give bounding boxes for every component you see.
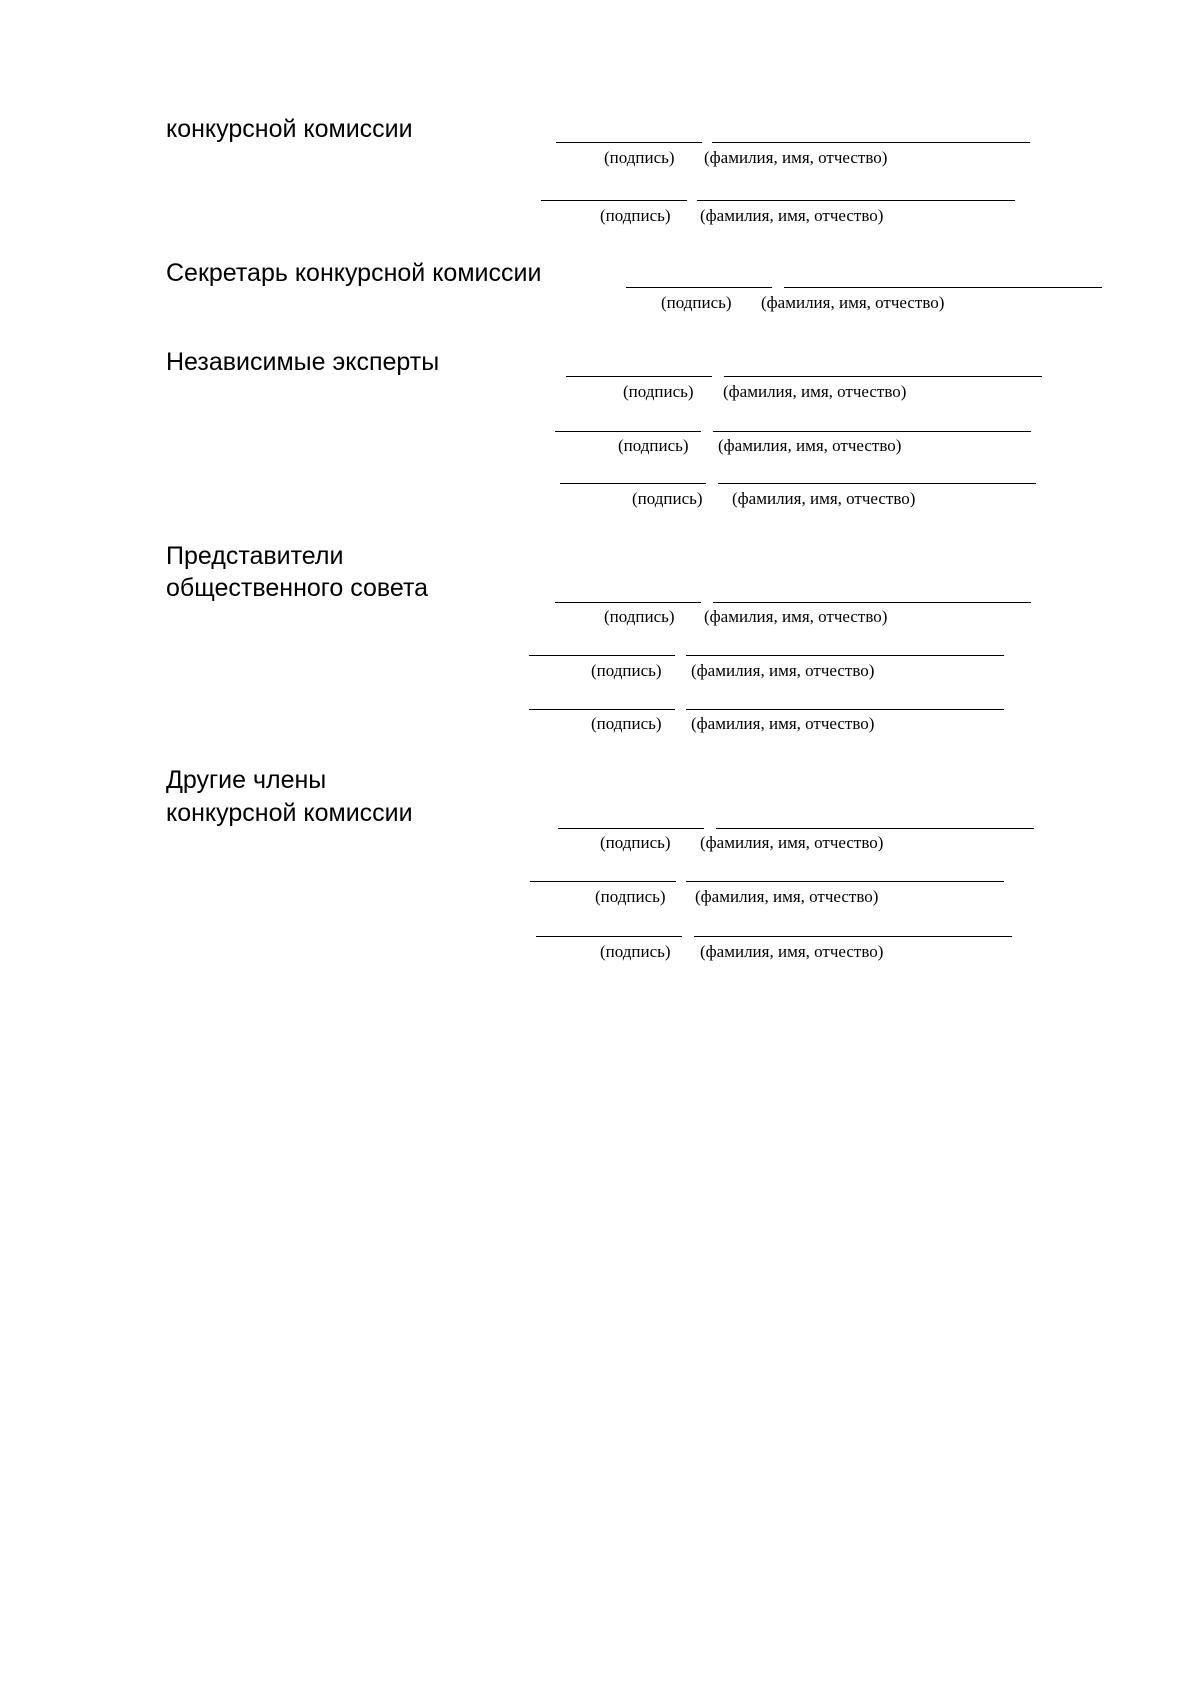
- signature-line[interactable]: [530, 881, 676, 882]
- name-caption: (фамилия, имя, отчество): [761, 293, 945, 312]
- name-line[interactable]: [694, 936, 1012, 937]
- section-label-commission: конкурсной комиссии: [166, 115, 413, 143]
- name-caption: (фамилия, имя, отчество): [723, 382, 907, 401]
- name-line[interactable]: [718, 483, 1036, 484]
- name-caption: (фамилия, имя, отчество): [700, 206, 884, 225]
- name-caption: (фамилия, имя, отчество): [732, 489, 916, 508]
- name-caption: (фамилия, имя, отчество): [718, 436, 902, 455]
- section-label-other-members-line-1: Другие члены: [166, 766, 327, 794]
- name-line[interactable]: [713, 431, 1031, 432]
- name-caption: (фамилия, имя, отчество): [695, 887, 879, 906]
- name-caption: (фамилия, имя, отчество): [704, 607, 888, 626]
- signature-line[interactable]: [560, 483, 706, 484]
- signature-line[interactable]: [529, 709, 675, 710]
- name-caption: (фамилия, имя, отчество): [700, 942, 884, 961]
- signature-caption: (подпись): [604, 607, 675, 626]
- signature-caption: (подпись): [661, 293, 732, 312]
- signature-caption: (подпись): [591, 661, 662, 680]
- signature-caption: (подпись): [600, 942, 671, 961]
- signature-line[interactable]: [555, 602, 701, 603]
- signature-caption: (подпись): [604, 148, 675, 167]
- name-line[interactable]: [686, 655, 1004, 656]
- section-label-experts: Независимые эксперты: [166, 348, 440, 376]
- signature-line[interactable]: [566, 376, 712, 377]
- signature-caption: (подпись): [600, 833, 671, 852]
- signature-caption: (подпись): [595, 887, 666, 906]
- signature-caption: (подпись): [591, 714, 662, 733]
- signature-line[interactable]: [556, 142, 702, 143]
- signature-caption: (подпись): [600, 206, 671, 225]
- signature-line[interactable]: [555, 431, 701, 432]
- name-line[interactable]: [724, 376, 1042, 377]
- section-label-public-council-line-2: общественного совета: [166, 574, 429, 602]
- name-line[interactable]: [686, 881, 1004, 882]
- name-caption: (фамилия, имя, отчество): [691, 714, 875, 733]
- signature-line[interactable]: [558, 828, 704, 829]
- signature-line[interactable]: [536, 936, 682, 937]
- section-label-other-members-line-2: конкурсной комиссии: [166, 799, 413, 827]
- name-line[interactable]: [716, 828, 1034, 829]
- section-label-secretary: Секретарь конкурсной комиссии: [166, 259, 542, 287]
- name-line[interactable]: [712, 142, 1030, 143]
- signature-line[interactable]: [541, 200, 687, 201]
- name-line[interactable]: [697, 200, 1015, 201]
- name-line[interactable]: [713, 602, 1031, 603]
- signature-line[interactable]: [529, 655, 675, 656]
- signature-caption: (подпись): [632, 489, 703, 508]
- name-caption: (фамилия, имя, отчество): [691, 661, 875, 680]
- name-line[interactable]: [784, 287, 1102, 288]
- name-caption: (фамилия, имя, отчество): [704, 148, 888, 167]
- signature-line[interactable]: [626, 287, 772, 288]
- section-label-public-council-line-1: Представители: [166, 542, 344, 570]
- name-line[interactable]: [686, 709, 1004, 710]
- signature-caption: (подпись): [618, 436, 689, 455]
- name-caption: (фамилия, имя, отчество): [700, 833, 884, 852]
- signature-caption: (подпись): [623, 382, 694, 401]
